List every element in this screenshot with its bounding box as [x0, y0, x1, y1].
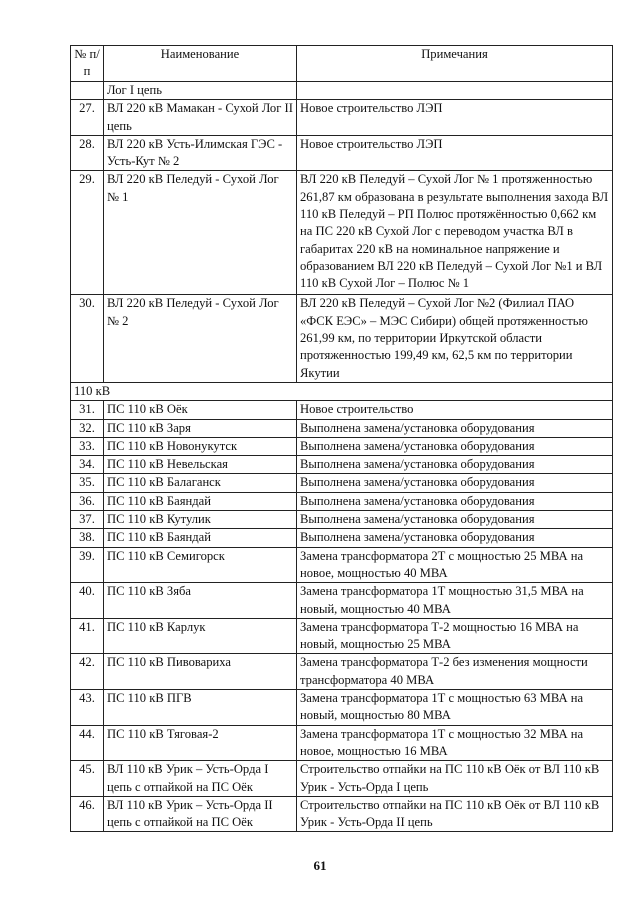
cell-num: 43. — [71, 690, 104, 726]
header-num: № п/п — [71, 46, 104, 82]
cell-notes: Выполнена замена/установка оборудования — [297, 529, 613, 547]
section-label: 110 кВ — [71, 382, 613, 400]
cell-num: 45. — [71, 761, 104, 797]
cell-notes: Замена трансформатора 2Т с мощностью 25 МВА на новое, мощностью 40 МВА — [297, 547, 613, 583]
cell-notes: Выполнена замена/установка оборудования — [297, 474, 613, 492]
continued-name: Лог I цепь — [104, 82, 297, 100]
table-row — [71, 725, 613, 761]
cell-notes: Замена трансформатора 1Т с мощностью 63 МВА на новый, мощностью 80 МВА — [297, 690, 613, 726]
cell-name: ВЛ 220 кВ Пеледуй - Сухой Лог № 1 — [104, 171, 297, 295]
table-row — [71, 401, 613, 419]
cell-notes: Выполнена замена/установка оборудования — [297, 456, 613, 474]
cell-num: 44. — [71, 725, 104, 761]
cell-name: ПС 110 кВ Кутулик — [104, 511, 297, 529]
cell-notes: Выполнена замена/установка оборудования — [297, 437, 613, 455]
table-row — [71, 171, 613, 295]
cell-name: ПС 110 кВ Заря — [104, 419, 297, 437]
cell-name: ПС 110 кВ Балаганск — [104, 474, 297, 492]
cell-notes: Новое строительство ЛЭП — [297, 100, 613, 136]
cell-notes: Строительство отпайки на ПС 110 кВ Оёк от ВЛ 110 кВ Урик - Усть-Орда II цепь — [297, 796, 613, 832]
header-notes: Примечания — [297, 46, 613, 82]
section-row — [71, 382, 613, 400]
cell-notes: Выполнена замена/установка оборудования — [297, 419, 613, 437]
cell-num: 29. — [71, 171, 104, 295]
cell-num: 36. — [71, 492, 104, 510]
cell-name: ПС 110 кВ Карлук — [104, 618, 297, 654]
cell-name: ПС 110 кВ Тяговая-2 — [104, 725, 297, 761]
cell-name: ПС 110 кВ Новонукутск — [104, 437, 297, 455]
cell-name: ПС 110 кВ Семигорск — [104, 547, 297, 583]
table-row — [71, 474, 613, 492]
table-row — [71, 492, 613, 510]
cell-notes: Выполнена замена/установка оборудования — [297, 492, 613, 510]
cell-num — [71, 82, 104, 100]
cell-notes: Строительство отпайки на ПС 110 кВ Оёк от ВЛ 110 кВ Урик - Усть-Орда I цепь — [297, 761, 613, 797]
cell-name: ПС 110 кВ ПГВ — [104, 690, 297, 726]
cell-name: ВЛ 110 кВ Урик – Усть-Орда II цепь с отпайкой на ПС Оёк — [104, 796, 297, 832]
table-row — [71, 583, 613, 619]
cell-notes: Замена трансформатора 1Т с мощностью 32 МВА на новое, мощностью 16 МВА — [297, 725, 613, 761]
cell-notes — [297, 82, 613, 100]
table-row — [71, 135, 613, 171]
cell-num: 31. — [71, 401, 104, 419]
cell-name: ПС 110 кВ Невельская — [104, 456, 297, 474]
cell-num: 33. — [71, 437, 104, 455]
header-name: Наименование — [104, 46, 297, 82]
table-row — [71, 761, 613, 797]
cell-notes: Замена трансформатора 1Т мощностью 31,5 МВА на новый, мощностью 40 МВА — [297, 583, 613, 619]
cell-num: 42. — [71, 654, 104, 690]
table-row — [71, 654, 613, 690]
table-row — [71, 796, 613, 832]
cell-num: 27. — [71, 100, 104, 136]
table-row — [71, 690, 613, 726]
table-row — [71, 529, 613, 547]
cell-num: 32. — [71, 419, 104, 437]
table-row — [71, 100, 613, 136]
cell-num: 28. — [71, 135, 104, 171]
cell-name: ПС 110 кВ Зяба — [104, 583, 297, 619]
cell-name: ВЛ 220 кВ Пеледуй - Сухой Лог № 2 — [104, 295, 297, 382]
cell-num: 35. — [71, 474, 104, 492]
cell-name: ВЛ 220 кВ Усть-Илимская ГЭС - Усть-Кут № 2 — [104, 135, 297, 171]
table-row — [71, 511, 613, 529]
cell-num: 46. — [71, 796, 104, 832]
cell-name: ПС 110 кВ Пивовариха — [104, 654, 297, 690]
cell-name: ВЛ 110 кВ Урик – Усть-Орда I цепь с отпайкой на ПС Оёк — [104, 761, 297, 797]
table-row — [71, 456, 613, 474]
cell-notes: Замена трансформатора Т-2 мощностью 16 МВА на новый, мощностью 25 МВА — [297, 618, 613, 654]
cell-notes: Выполнена замена/установка оборудования — [297, 511, 613, 529]
cell-notes: Новое строительство — [297, 401, 613, 419]
cell-notes: ВЛ 220 кВ Пеледуй – Сухой Лог №2 (Филиал ПАО «ФСК ЕЭС» – МЭС Сибири) общей протяженностью 261,99 км, по территории Иркутской области протяженностью 199,49 км, 62,5 км по территории Якутии — [297, 295, 613, 382]
cell-name: ПС 110 кВ Оёк — [104, 401, 297, 419]
page-number: 61 — [313, 858, 327, 873]
table-row — [71, 419, 613, 437]
cell-num: 39. — [71, 547, 104, 583]
table-row — [71, 295, 613, 382]
cell-notes: ВЛ 220 кВ Пеледуй – Сухой Лог № 1 протяженностью 261,87 км образована в результате выполнения захода ВЛ 110 кВ Пеледуй – РП Полюс протяжённостью 0,662 км на ПС 220 кВ Сухой Лог с переводом участка ВЛ в габаритах 220 кВ на номинальное напряжение и образованием ВЛ 220 кВ Пеледуй – Сухой Лог №1 и ВЛ 110 кВ Сухой Лог – Полюс № 1 — [297, 171, 613, 295]
cell-num: 37. — [71, 511, 104, 529]
table-row — [71, 618, 613, 654]
continued-row — [71, 82, 613, 100]
cell-name: ПС 110 кВ Баяндай — [104, 529, 297, 547]
cell-name: ПС 110 кВ Баяндай — [104, 492, 297, 510]
cell-name: ВЛ 220 кВ Мамакан - Сухой Лог II цепь — [104, 100, 297, 136]
cell-notes: Новое строительство ЛЭП — [297, 135, 613, 171]
cell-num: 41. — [71, 618, 104, 654]
table-header-row — [71, 46, 613, 82]
objects-table — [70, 45, 613, 832]
table-row — [71, 437, 613, 455]
cell-num: 38. — [71, 529, 104, 547]
cell-num: 40. — [71, 583, 104, 619]
table-row — [71, 547, 613, 583]
cell-num: 34. — [71, 456, 104, 474]
cell-notes: Замена трансформатора Т-2 без изменения мощности трансформатора 40 МВА — [297, 654, 613, 690]
cell-num: 30. — [71, 295, 104, 382]
